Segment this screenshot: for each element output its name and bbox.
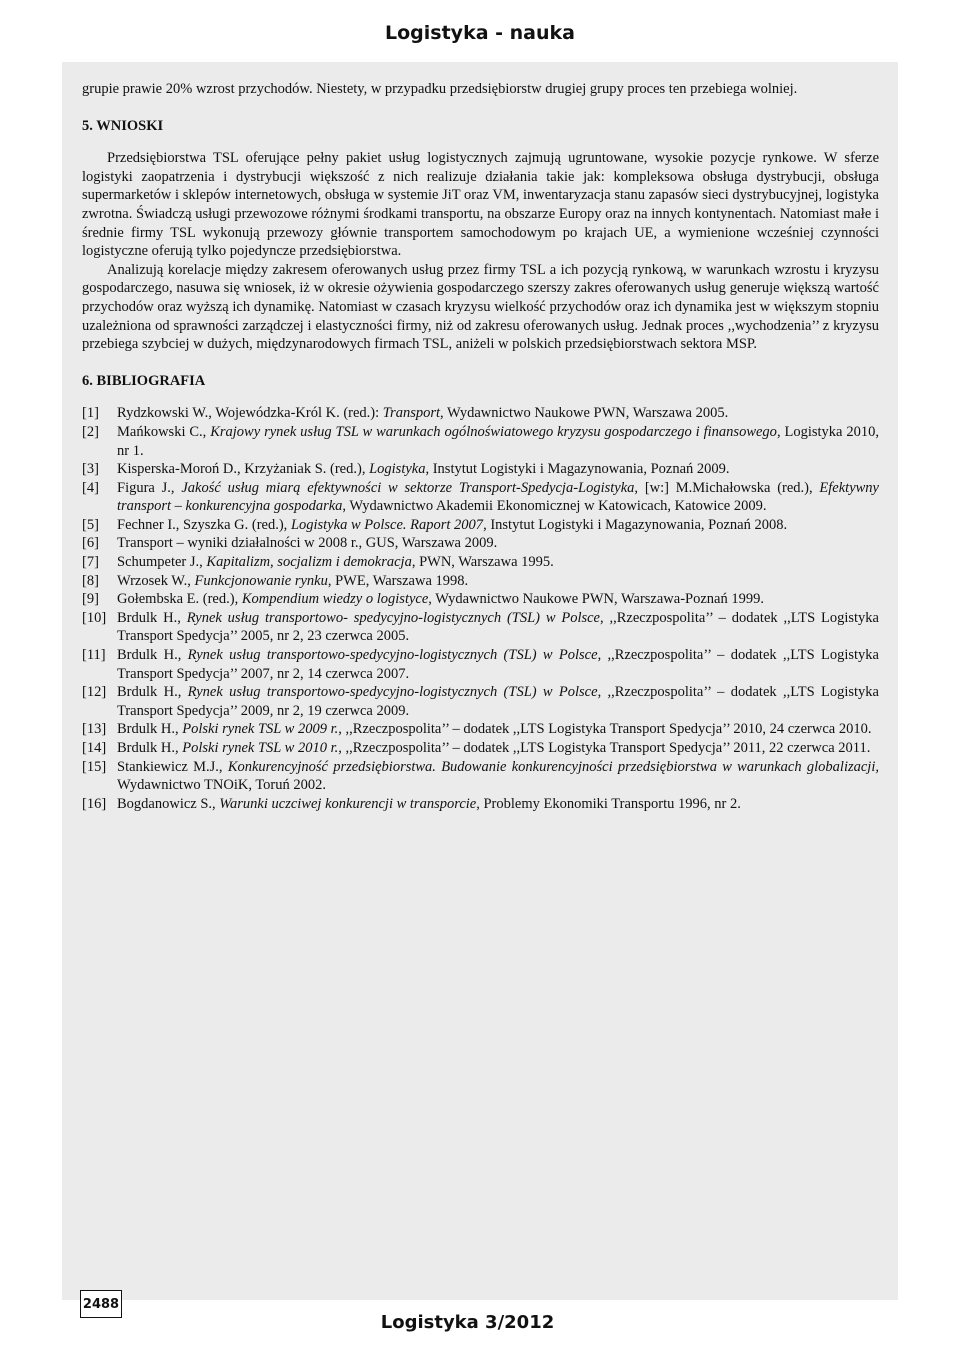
bibliography-entry — [82, 739, 879, 758]
bibliography-entry — [82, 590, 879, 609]
bibliography-entry-text: , ,,Rzeczpospolita’’ – dodatek ,,LTS Logistyka Transport Spedycja’’ 2007, nr 2, 14 czerwca 2007. — [117, 647, 879, 682]
bibliography-entry — [82, 423, 879, 460]
bibliography-entry-number: [4] — [82, 479, 99, 496]
bibliography-entry — [82, 553, 879, 572]
bibliography-entry — [82, 646, 879, 683]
bibliography-entry-title: Konkurencyjność przedsiębiorstwa. Budowanie konkurencyjności przedsiębiorstwa w warunkach globalizacji, — [227, 758, 879, 775]
bibliography-entry-title: Polski rynek TSL w 2009 r. — [182, 721, 339, 738]
bibliography-entry — [82, 683, 879, 720]
bibliography-entry-number: [14] — [82, 740, 107, 756]
bibliography-entry-text: Kisperska-Moroń D., Krzyżaniak S. (red.), — [117, 461, 370, 478]
bibliography-entry-title: Krajowy rynek usług TSL w warunkach ogólnoświatowego kryzysu gospodarczego i finansowego — [210, 423, 777, 440]
bibliography-entry-title: Jakość usług miarą efektywności w sektorze Transport-Spedycja-Logistyka — [181, 479, 635, 496]
bibliography-entry-title: Efektywny transport – konkurencyjna gospodarka — [117, 479, 879, 515]
bibliography-entry-text: , Logistyka 2010, nr 1. — [117, 423, 879, 459]
bibliography-entry-number: [7] — [82, 554, 99, 571]
bibliography-entry-number: [3] — [82, 461, 99, 478]
bibliography-entry-text: , Instytut Logistyki i Magazynowania, Poznań 2009. — [425, 461, 730, 478]
bibliography-entry-number: [12] — [82, 684, 107, 701]
bibliography-entry-text: Wrzosek W., — [117, 572, 195, 589]
conclusions-paragraph-1: Przedsiębiorstwa TSL oferujące pełny pakiet usług logistycznych zajmują ugruntowane, wysokie pozycje rynkowe. W sferze logistyki zaopatrzenia i dystrybucji większość z nich realizuje działania takie jak: kompleksowa obsługa dystrybucji, obsługa supermarketów i sklepów internetowych, obsługa w systemie JiT oraz VM, inwentaryzacja stanu zapasów sieci dystrybucyjnej, logistyka zwrotna. Świadczą usługi przewozowe różnymi środkami transportu, na obszarze Europy oraz na innych kontynentach. Natomiast małe i średnie firmy TSL wykonują przewozy głównie transportem samochodowym po krajach UE, a wymienione wcześniej czynności logistyczne oferują tylko pojedyncze przedsiębiorstwa. — [82, 150, 879, 260]
bibliography-entry-text: , ,,Rzeczpospolita’’ – dodatek ,,LTS Logistyka Transport Spedycja’’ 2005, nr 2, 23 czerwca 2005. — [117, 609, 879, 645]
bibliography-entry — [82, 758, 879, 795]
bibliography-entry-number: [8] — [82, 572, 99, 589]
bibliography-entry-text: Brdulk H., — [117, 684, 188, 701]
bibliography-entry-text: , PWE, Warszawa 1998. — [327, 572, 469, 589]
footer-journal: Logistyka 3/2012 — [380, 1312, 555, 1333]
bibliography-entry-text: Brdulk H., — [117, 740, 183, 756]
bibliography-entry-number: [11] — [82, 647, 106, 664]
bibliography-entry — [82, 479, 879, 516]
bibliography-entry-text: Transport – wyniki działalności w 2008 r., GUS, Warszawa 2009. — [117, 535, 498, 552]
bibliography-entry-number: [15] — [82, 758, 107, 775]
bibliography-entry-text: Fechner I., Szyszka G. (red.), — [117, 516, 291, 533]
bibliography-entry-title: Funkcjonowanie rynku — [194, 572, 328, 589]
bibliography-entry-title: Rynek usług transportowo-spedycyjno-logistycznych (TSL) w Polsce — [187, 647, 598, 664]
bibliography-entry-text: , Instytut Logistyki i Magazynowania, Poznań 2008. — [483, 516, 788, 533]
bibliography-entry — [82, 720, 879, 739]
bibliography-entry-title: Rynek usług transportowo-spedycyjno-logistycznych (TSL) w Polsce — [187, 684, 598, 701]
bibliography-entry-text: , Wydawnictwo Naukowe PWN, Warszawa-Poznań 1999. — [428, 591, 764, 608]
bibliography-entry-text: Gołembska E. (red.), — [117, 591, 242, 608]
page-number: 2488 — [80, 1290, 122, 1318]
bibliography-entry-number: [2] — [82, 423, 99, 440]
bibliography-entry-title: Polski rynek TSL w 2010 r. — [182, 740, 339, 756]
bibliography-entry-title: Logistyka — [369, 461, 426, 478]
bibliography-entry-text: Wydawnictwo TNOiK, Toruń 2002. — [117, 777, 327, 794]
conclusions-heading: 5. WNIOSKI — [82, 117, 164, 134]
bibliography-entry-text: , Wydawnictwo Naukowe PWN, Warszawa 2005. — [440, 405, 729, 422]
article-body — [82, 80, 879, 813]
bibliography-entry-number: [10] — [82, 609, 107, 626]
bibliography-entry-number: [6] — [82, 535, 99, 552]
bibliography-entry — [82, 516, 879, 535]
bibliography-entry-title: Transport — [382, 405, 441, 422]
bibliography-entry-text: , Wydawnictwo Akademii Ekonomicznej w Katowicach, Katowice 2009. — [342, 498, 767, 515]
bibliography-entry-text: , PWN, Warszawa 1995. — [411, 554, 554, 571]
header-title: Logistyka - nauka — [385, 22, 575, 44]
bibliography-entry-text: Bogdanowicz S., — [117, 795, 220, 812]
bibliography-entry-title: Warunki uczciwej konkurencji w transporcie — [219, 795, 477, 812]
bibliography-entry-number: [1] — [82, 405, 99, 422]
bibliography-entry-text: Figura J., — [117, 479, 182, 496]
bibliography-entry-text: Schumpeter J., — [117, 554, 207, 571]
bibliography-entry-number: [13] — [82, 721, 107, 738]
bibliography-entry-text: , Problemy Ekonomiki Transportu 1996, nr 2. — [476, 795, 741, 812]
bibliography-entry-title: Kompendium wiedzy o logistyce — [241, 591, 429, 608]
bibliography-entry-text: , ,,Rzeczpospolita’’ – dodatek ,,LTS Logistyka Transport Spedycja’’ 2011, 22 czerwca 2011. — [338, 740, 871, 756]
bibliography-list — [82, 404, 879, 813]
conclusions-paragraph-2: Analizują korelacje między zakresem oferowanych usług przez firmy TSL a ich pozycją rynkową, w warunkach wzrostu i kryzysu gospodarczego, nasuwa się wniosek, iż w okresie ożywienia gospodarczego szerszy zakres oferowanych usług generuje większą wartość przychodów oraz wyższą ich dynamikę. Natomiast w czasach kryzysu wielkość przychodów oraz ich dynamika jest w większym stopniu uzależniona od sprawności zarządczej i elastyczności firmy, niż od zakresu oferowanych usług. Jednak proces ,,wychodzenia’’ z kryzysu przebiega szybciej w dużych, międzynarodowych firmach TSL, aniżeli w polskich przedsiębiorstwach sektora MSP. — [82, 261, 879, 353]
bibliography-entry-title: Rynek usług transportowo- spedycyjno-logistycznych (TSL) w Polsce — [186, 609, 600, 626]
bibliography-entry-text: Rydzkowski W., Wojewódzka-Król K. (red.): — [117, 405, 383, 422]
bibliography-entry-text: , ,,Rzeczpospolita’’ – dodatek ,,LTS Logistyka Transport Spedycja’’ 2010, 24 czerwca 2010. — [338, 721, 872, 738]
bibliography-entry — [82, 572, 879, 591]
bibliography-entry-text: Brdulk H., — [117, 721, 183, 738]
bibliography-entry — [82, 609, 879, 646]
bibliography-entry-text: Brdulk H., — [117, 609, 187, 626]
bibliography-entry-text: , [w:] M.Michałowska (red.), — [634, 479, 820, 496]
bibliography-entry-text: Brdulk H., — [117, 647, 188, 664]
bibliography-entry-number: [5] — [82, 516, 99, 533]
bibliography-entry — [82, 534, 879, 553]
bibliography-entry — [82, 795, 879, 814]
bibliography-entry-title: Kapitalizm, socjalizm i demokracja — [206, 554, 412, 571]
bibliography-entry — [82, 460, 879, 479]
intro-paragraph: grupie prawie 20% wzrost przychodów. Niestety, w przypadku przedsiębiorstw drugiej grupy proces ten przebiega wolniej. — [82, 81, 798, 97]
bibliography-entry-text: Stankiewicz M.J., — [117, 758, 228, 775]
bibliography-entry-number: [16] — [82, 795, 107, 812]
bibliography-entry-text: , ,,Rzeczpospolita’’ – dodatek ,,LTS Logistyka Transport Spedycja’’ 2009, nr 2, 19 czerwca 2009. — [117, 684, 879, 719]
bibliography-entry-title: Logistyka w Polsce. Raport 2007 — [290, 516, 484, 533]
bibliography-entry-number: [9] — [82, 591, 99, 608]
bibliography-entry-text: Mańkowski C., — [117, 423, 211, 440]
bibliography-entry — [82, 404, 879, 423]
bibliography-heading: 6. BIBLIOGRAFIA — [82, 372, 206, 389]
